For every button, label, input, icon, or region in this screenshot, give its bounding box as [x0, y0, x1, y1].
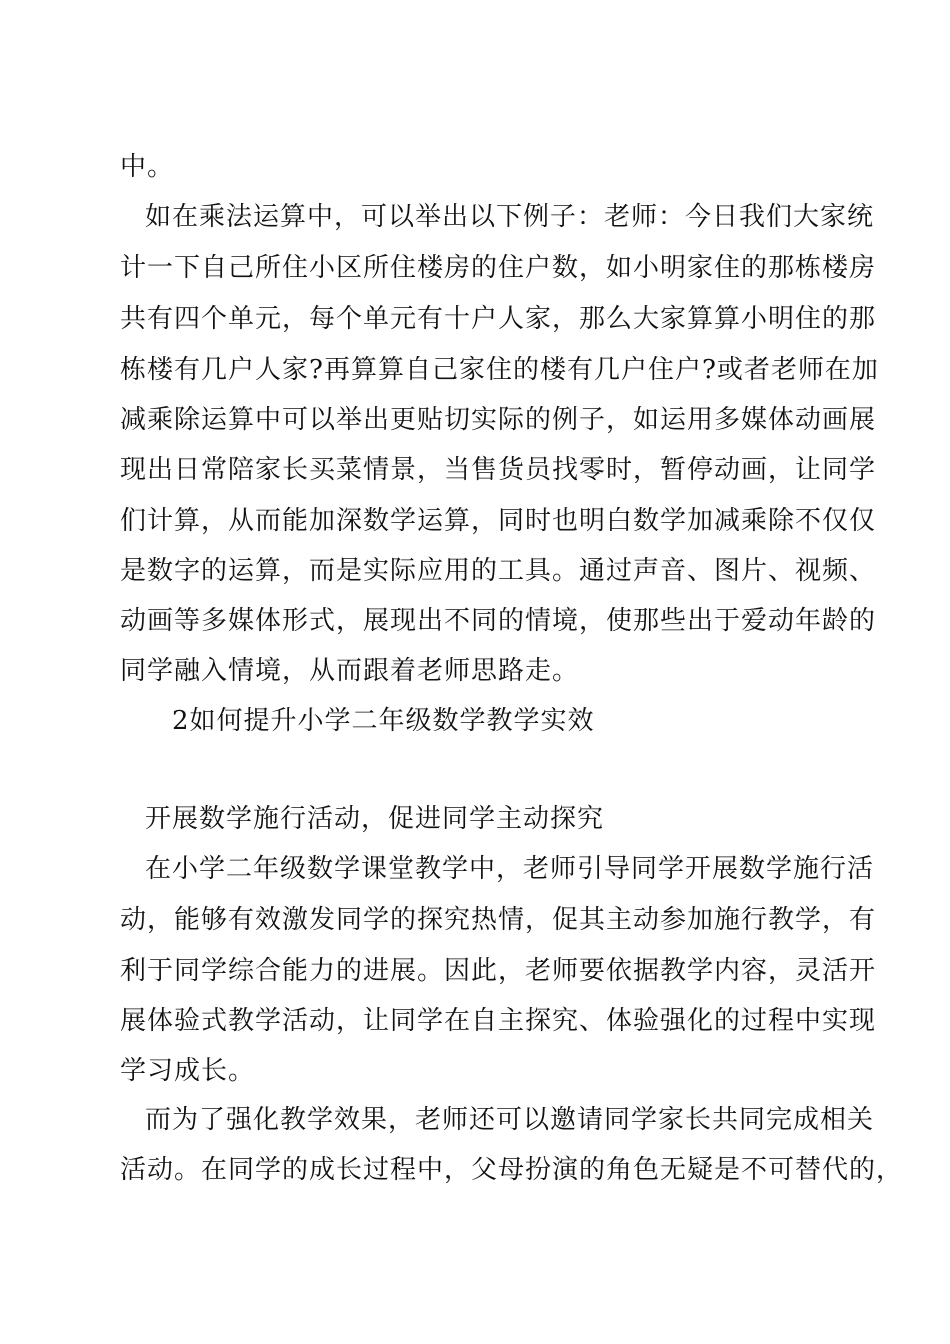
paragraph-line: 动画等多媒体形式，展现出不同的情境，使那些出于爱动年龄的 [120, 606, 877, 636]
section-heading: 2如何提升小学二年级数学教学实效 [172, 706, 595, 736]
paragraph-line: 现出日常陪家长买菜情景，当售货员找零时，暂停动画，让同学 [120, 455, 877, 485]
paragraph-line: 在小学二年级数学课堂教学中，老师引导同学开展数学施行活 [145, 854, 875, 884]
paragraph-line: 计一下自己所住小区所住楼房的住户数，如小明家住的那栋楼房 [120, 253, 877, 283]
paragraph-line: 同学融入情境，从而跟着老师思路走。 [120, 656, 580, 686]
paragraph-line: 们计算，从而能加深数学运算，同时也明白数学加减乘除不仅仅 [120, 506, 877, 536]
paragraph-line: 利于同学综合能力的进展。因此，老师要依据教学内容，灵活开 [120, 956, 877, 986]
paragraph-line: 学习成长。 [120, 1056, 256, 1086]
paragraph-line: 共有四个单元，每个单元有十户人家，那么大家算算小明住的那 [120, 304, 877, 334]
paragraph-line: 中。 [120, 152, 175, 182]
paragraph-line: 展体验式教学活动，让同学在自主探究、体验强化的过程中实现 [120, 1006, 877, 1036]
paragraph-line: 而为了强化教学效果，老师还可以邀请同学家长共同完成相关 [145, 1105, 875, 1135]
paragraph-line: 活动。在同学的成长过程中，父母扮演的角色无疑是不可替代的， [120, 1155, 904, 1185]
subsection-heading: 开展数学施行活动，促进同学主动探究 [145, 804, 605, 834]
paragraph-line: 减乘除运算中可以举出更贴切实际的例子，如运用多媒体动画展 [120, 405, 877, 435]
paragraph-line: 如在乘法运算中，可以举出以下例子：老师：今日我们大家统 [145, 202, 875, 232]
paragraph-line: 栋楼有几户人家?再算算自己家住的楼有几户住户?或者老师在加 [120, 355, 879, 385]
paragraph-line: 动，能够有效激发同学的探究热情，促其主动参加施行教学，有 [120, 905, 877, 935]
paragraph-line: 是数字的运算，而是实际应用的工具。通过声音、图片、视频、 [120, 556, 877, 586]
